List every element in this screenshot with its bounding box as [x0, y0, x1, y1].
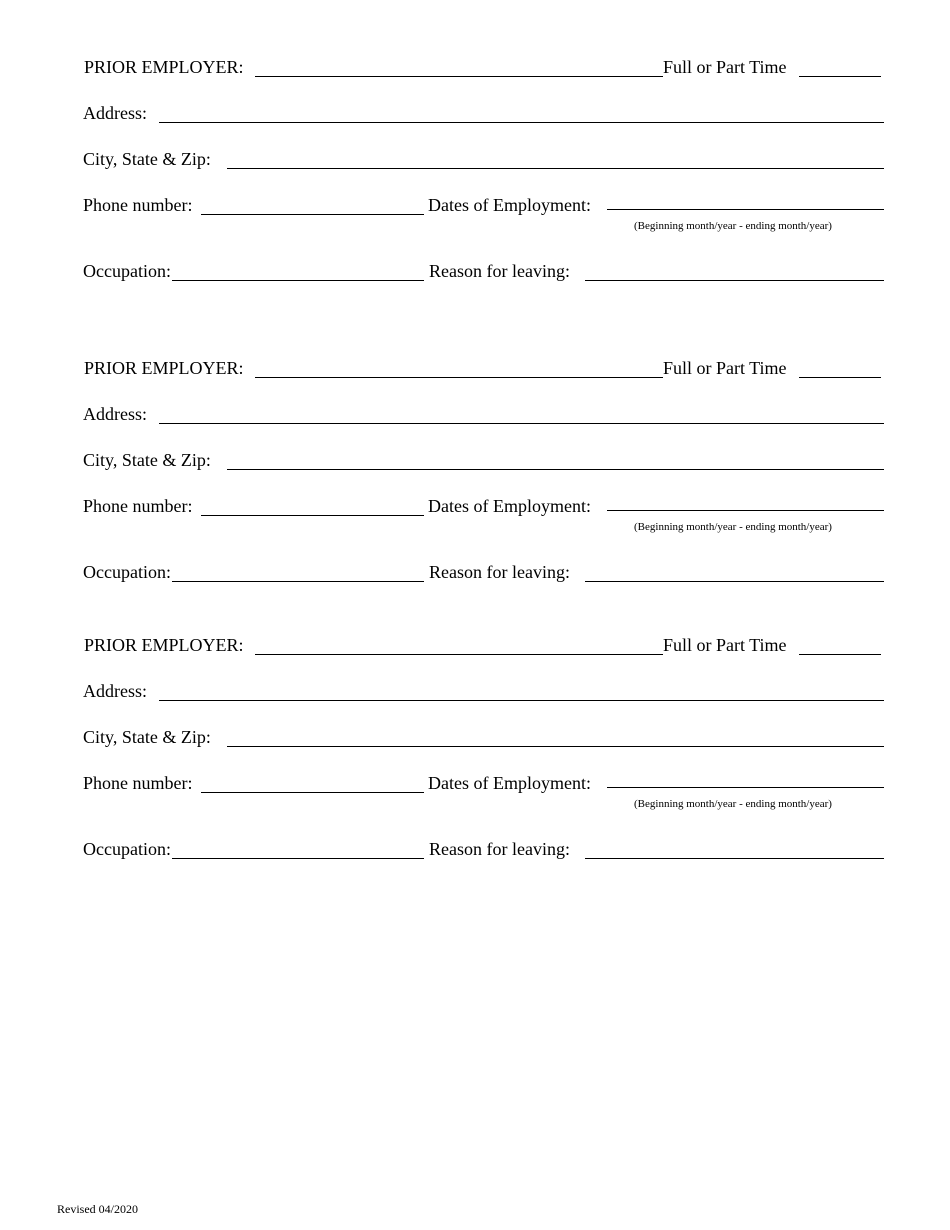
revised-date: Revised 04/2020 [57, 1202, 138, 1216]
address-label: Address: [83, 103, 147, 123]
occupation-label: Occupation: [83, 839, 171, 859]
dates-of-employment-label: Dates of Employment: [428, 496, 591, 516]
prior-employer-label: PRIOR EMPLOYER: [84, 635, 244, 655]
full-part-time-label: Full or Part Time [663, 57, 787, 77]
reason-for-leaving-field[interactable] [585, 858, 884, 859]
occupation-field[interactable] [172, 581, 424, 582]
address-label: Address: [83, 681, 147, 701]
prior-employer-label: PRIOR EMPLOYER: [84, 57, 244, 77]
address-field[interactable] [159, 700, 884, 701]
phone-number-field[interactable] [201, 792, 424, 793]
address-row [0, 680, 950, 704]
city-state-zip-field[interactable] [227, 168, 884, 169]
prior-employer-row [0, 56, 950, 80]
reason-for-leaving-field[interactable] [585, 581, 884, 582]
occupation-field[interactable] [172, 858, 424, 859]
city-state-zip-row [0, 148, 950, 172]
phone-number-label: Phone number: [83, 195, 193, 215]
phone-dates-row [0, 495, 950, 533]
dates-of-employment-field[interactable] [607, 510, 884, 511]
reason-for-leaving-label: Reason for leaving: [429, 261, 570, 281]
phone-number-label: Phone number: [83, 496, 193, 516]
occupation-label: Occupation: [83, 562, 171, 582]
reason-for-leaving-label: Reason for leaving: [429, 562, 570, 582]
occupation-reason-row [0, 838, 950, 862]
prior-employer-section-3 [0, 634, 950, 864]
dates-hint: (Beginning month/year - ending month/year) [634, 521, 832, 533]
address-row [0, 102, 950, 126]
phone-number-label: Phone number: [83, 773, 193, 793]
address-label: Address: [83, 404, 147, 424]
reason-for-leaving-label: Reason for leaving: [429, 839, 570, 859]
phone-dates-row [0, 772, 950, 810]
dates-of-employment-field[interactable] [607, 209, 884, 210]
prior-employer-field[interactable] [255, 654, 663, 655]
full-part-time-field[interactable] [799, 654, 881, 655]
full-part-time-field[interactable] [799, 377, 881, 378]
city-state-zip-field[interactable] [227, 746, 884, 747]
prior-employer-field[interactable] [255, 377, 663, 378]
occupation-field[interactable] [172, 280, 424, 281]
city-state-zip-row [0, 449, 950, 473]
city-state-zip-label: City, State & Zip: [83, 149, 211, 169]
city-state-zip-label: City, State & Zip: [83, 450, 211, 470]
phone-number-field[interactable] [201, 214, 424, 215]
city-state-zip-row [0, 726, 950, 750]
full-part-time-label: Full or Part Time [663, 635, 787, 655]
prior-employer-field[interactable] [255, 76, 663, 77]
dates-of-employment-label: Dates of Employment: [428, 195, 591, 215]
phone-dates-row [0, 194, 950, 232]
occupation-reason-row [0, 260, 950, 284]
prior-employer-row [0, 357, 950, 381]
address-row [0, 403, 950, 427]
prior-employer-row [0, 634, 950, 658]
reason-for-leaving-field[interactable] [585, 280, 884, 281]
prior-employer-section-2 [0, 357, 950, 587]
occupation-reason-row [0, 561, 950, 585]
city-state-zip-label: City, State & Zip: [83, 727, 211, 747]
phone-number-field[interactable] [201, 515, 424, 516]
full-part-time-field[interactable] [799, 76, 881, 77]
prior-employer-section-1 [0, 56, 950, 286]
address-field[interactable] [159, 423, 884, 424]
full-part-time-label: Full or Part Time [663, 358, 787, 378]
dates-hint: (Beginning month/year - ending month/year) [634, 798, 832, 810]
address-field[interactable] [159, 122, 884, 123]
occupation-label: Occupation: [83, 261, 171, 281]
prior-employer-label: PRIOR EMPLOYER: [84, 358, 244, 378]
dates-of-employment-label: Dates of Employment: [428, 773, 591, 793]
city-state-zip-field[interactable] [227, 469, 884, 470]
dates-hint: (Beginning month/year - ending month/year) [634, 220, 832, 232]
dates-of-employment-field[interactable] [607, 787, 884, 788]
